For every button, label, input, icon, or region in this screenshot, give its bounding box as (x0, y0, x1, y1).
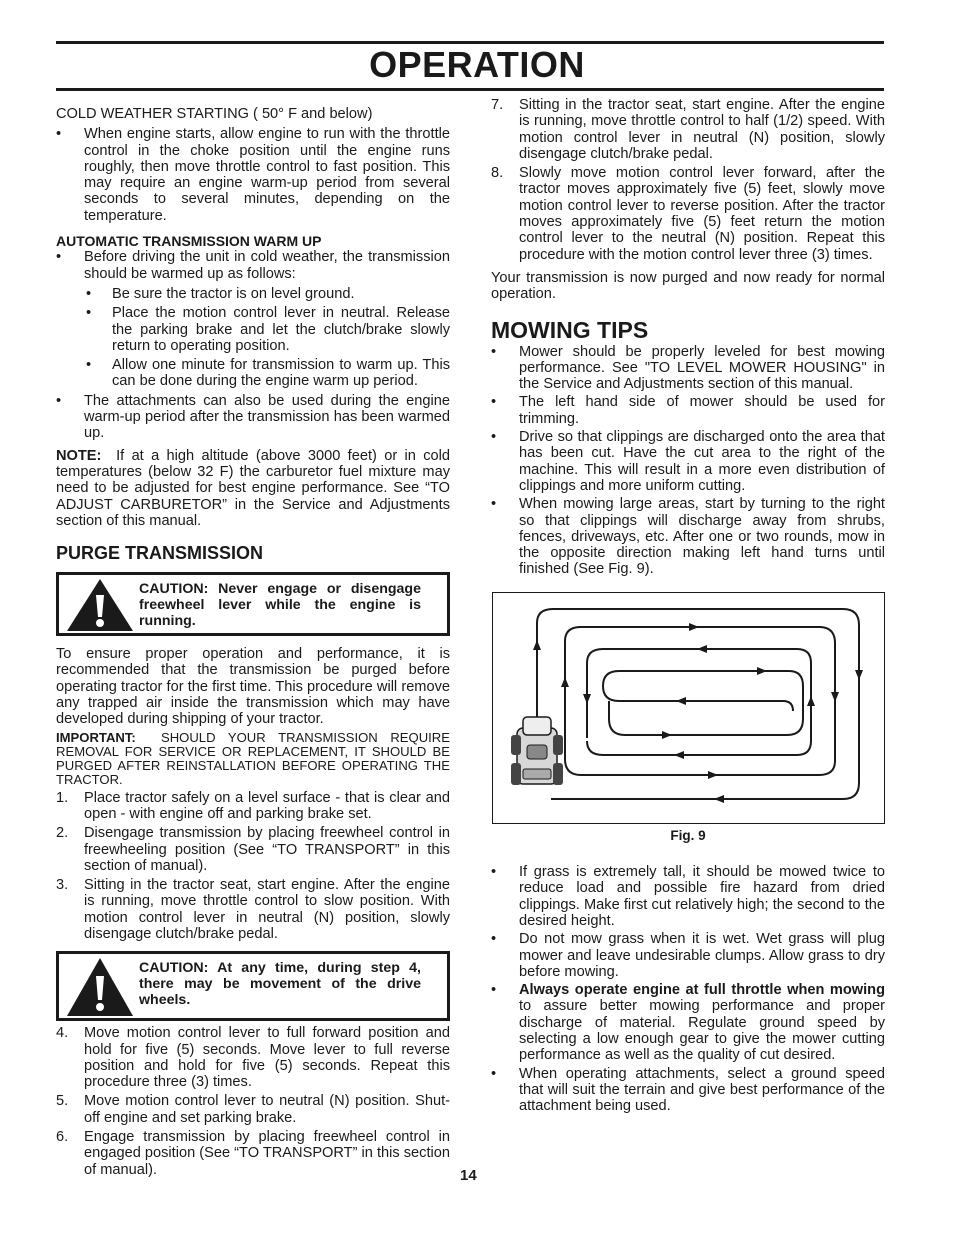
mowing-tip: • If grass is extremely tall, it should be mowed twice to reduce load and possible fire hazard from dried clippings. Make first cut relatively high; the second to the desired height. (491, 864, 885, 929)
attachments-bullet: • The attachments can also be used during the engine warm-up period after the transmission has been warmed up. (56, 392, 450, 442)
mowing-tip: • Drive so that clippings are discharged onto the area that has been cut. Have the cut area to the right of the machine. This will result in a more even distribution of clippings and more uniform cutting. (491, 429, 885, 494)
page-title: OPERATION (369, 44, 585, 85)
caution-box (56, 951, 450, 1021)
note-text: If at a high altitude (above 3000 feet) or in cold temperatures (below 32 F) the carburetor fuel mixture may need to be adjusted for best engine performance. See “TO ADJUST CARBURETOR” in the Service and Adjustments section of this manual. (56, 447, 451, 529)
important-note (56, 731, 450, 787)
warning-icon (65, 577, 135, 633)
auto-trans-subitem: • Allow one minute for transmission to warm up. This can be done during the engine warm up period. (86, 357, 450, 390)
auto-trans-subitem: • Be sure the tractor is on level ground. (86, 285, 355, 302)
page-number: 14 (460, 1167, 477, 1184)
step-item: 8. Slowly move motion control lever forward, after the tractor moves approximately five (5) feet, slowly move motion control lever to reverse position. After the tractor moves approximately five (5) feet return the motion control lever to the neutral (N) position. Repeat this procedure with the motion control lever three (3) times. (491, 165, 885, 263)
note-label: NOTE: (56, 447, 102, 464)
right-column (491, 97, 885, 1114)
mowing-tip: • When mowing large areas, start by turning to the right so that clippings will discharge away from shrubs, fences, driveways, etc. After one or two rounds, mow in the opposite direction making left hand turns until finished (See Fig. 9). (491, 496, 885, 578)
step-item: 3. Sitting in the tractor seat, start engine. After the engine is running, move throttle control to slow position. With motion control lever in neutral (N) position, slowly disengage clutch/brake pedal. (56, 877, 450, 942)
step-item: 2. Disengage transmission by placing freewheel control in freewheeling position (See “TO TRANSPORT” in this section of manual). (56, 825, 450, 874)
auto-trans-bullet: • Before driving the unit in cold weather, the transmission should be warmed up as follows: (56, 249, 450, 282)
step-item: 5. Move motion control lever to neutral (N) position. Shut-off engine and set parking brake. (56, 1093, 450, 1126)
caution-text: CAUTION: At any time, during step 4, there may be movement of the drive wheels. (139, 960, 421, 1009)
caution-text: CAUTION: Never engage or disengage freewheel lever while the engine is running. (139, 581, 421, 630)
auto-trans-heading: AUTOMATIC TRANSMISSION WARM UP (56, 233, 322, 250)
left-column (56, 106, 450, 1178)
important-label: IMPORTANT: (56, 729, 136, 745)
mowing-tip: • Always operate engine at full throttle when mowing to assure better mowing performance and proper discharge of material. Regulate ground speed by selecting a low enough gear to give the mower cutting performance as well as the quality of cut desired. (491, 982, 885, 1064)
purge-intro: To ensure proper operation and performance, it is recommended that the transmission be purged before operating tractor for the first time. This procedure will remove any trapped air inside the transmission which may have developed during shipping of your tractor. (56, 646, 450, 728)
mowing-tip: • Mower should be properly leveled for best mowing performance. See "TO LEVEL MOWER HOUSING" in the Service and Adjustments section of this manual. (491, 343, 885, 393)
mowing-tip: • Do not mow grass when it is wet. Wet grass will plug mower and leave undesirable clumps. Allow grass to dry before mowing. (491, 931, 885, 980)
warning-icon (65, 956, 135, 1018)
note-paragraph (56, 448, 450, 529)
step-item: 6. Engage transmission by placing freewheel control in engaged position (See “TO TRANSPORT” in this section of manual). (56, 1129, 450, 1178)
cold-weather-bullet: • When engine starts, allow engine to run with the throttle control in the choke position until the engine runs roughly, then move throttle control to fast position. This may require an engine warm-up period from several seconds to several minutes, depending on the temperature. (56, 126, 450, 224)
mowing-tips-heading: MOWING TIPS (491, 316, 649, 343)
tractor-icon (511, 717, 563, 785)
mowing-pattern-figure (492, 592, 885, 824)
figure-caption: Fig. 9 (670, 827, 706, 843)
step-item: 4. Move motion control lever to full forward position and hold for five (5) seconds. Move lever to full reverse position and hold for five (5) seconds. Repeat this procedure three (3) times. (56, 1025, 450, 1091)
step-item: 1. Place tractor safely on a level surface - that is clear and open - with engine off and parking brake set. (56, 789, 450, 822)
cold-weather-heading: COLD WEATHER STARTING ( 50° F and below) (56, 106, 373, 122)
step-item: 7. Sitting in the tractor seat, start engine. After the engine is running, move throttle control to half (1/2) speed. With motion control lever in neutral (N) position, slowly disengage clutch/brake pedal. (491, 97, 885, 162)
purged-paragraph: Your transmission is now purged and now ready for normal operation. (491, 269, 885, 303)
title-underline (56, 88, 884, 91)
mowing-pattern-diagram (493, 593, 884, 823)
mowing-tip: • When operating attachments, select a ground speed that will suit the terrain and give best performance of the attachment being used. (491, 1065, 885, 1115)
caution-box (56, 572, 450, 636)
important-text: SHOULD YOUR TRANSMISSION REQUIRE REMOVAL FOR SERVICE OR REPLACEMENT, IT SHOULD BE PURGED AFTER REINSTALLATION BEFORE OPERATING THE TRACTOR. (56, 729, 450, 787)
auto-trans-subitem: • Place the motion control lever in neutral. Release the parking brake and let the clutch/brake slowly return to operating position. (86, 305, 450, 354)
mowing-tip: • The left hand side of mower should be used for trimming. (491, 394, 885, 427)
purge-heading: PURGE TRANSMISSION (56, 543, 264, 564)
